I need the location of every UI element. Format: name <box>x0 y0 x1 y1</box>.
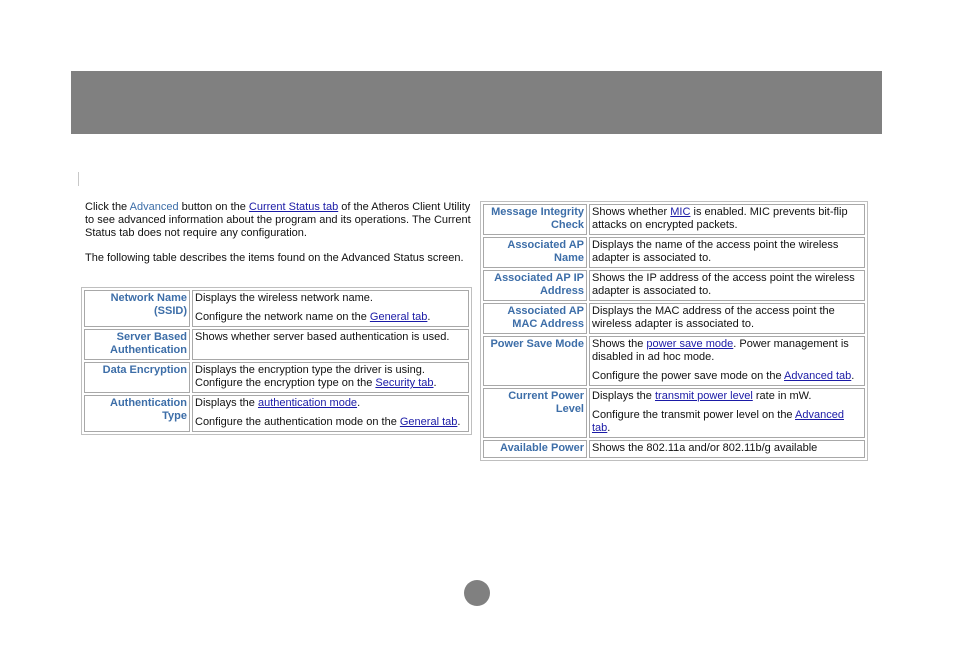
row-label: Current Power Level <box>483 388 587 438</box>
general-tab-link[interactable]: General tab <box>399 416 458 428</box>
transmit-power-level-link[interactable]: transmit power level <box>654 390 753 402</box>
table-row <box>483 204 865 235</box>
page-number-circle <box>464 580 490 606</box>
row-description: Shows the IP address of the access point the wireless adapter is associated to. <box>589 270 865 301</box>
row-label: Data Encryption <box>84 362 190 393</box>
table-row <box>84 290 469 327</box>
row-description: Displays the wireless network name. Configure the network name on the General tab. <box>192 290 469 327</box>
table-row <box>84 362 469 393</box>
table-row <box>483 303 865 334</box>
header-banner <box>71 71 882 134</box>
authentication-mode-link[interactable]: authentication mode <box>257 397 358 409</box>
row-label: Message Integrity Check <box>483 204 587 235</box>
row-label: Server Based Authentication <box>84 329 190 360</box>
table-row <box>483 336 865 386</box>
row-description: Shows the power save mode. Power management is disabled in ad hoc mode. Configure the power save mode on the Advanced tab. <box>589 336 865 386</box>
row-description: Shows the 802.11a and/or 802.11b/g available <box>589 440 865 458</box>
advanced-button-ref: Advanced <box>129 201 179 213</box>
current-status-tab-link[interactable]: Current Status tab <box>248 201 339 213</box>
intro-text <box>85 201 475 277</box>
row-description: Displays the name of the access point the wireless adapter is associated to. <box>589 237 865 268</box>
row-label: Associated AP MAC Address <box>483 303 587 334</box>
intro-paragraph-1: Click the Advanced button on the Current Status tab of the Atheros Client Utility to see advanced information about the program and its operations. The Current Status tab does not require any configuration. <box>85 201 471 239</box>
margin-mark <box>78 172 79 186</box>
security-tab-link[interactable]: Security tab <box>375 377 434 389</box>
advanced-tab-link[interactable]: Advanced tab <box>784 370 852 382</box>
row-description: Displays the MAC address of the access point the wireless adapter is associated to. <box>589 303 865 334</box>
advanced-status-table-left <box>81 287 472 435</box>
row-label: Associated AP IP Address <box>483 270 587 301</box>
table-row <box>84 329 469 360</box>
mic-link[interactable]: MIC <box>670 206 691 218</box>
row-label: Available Power <box>483 440 587 458</box>
row-description: Shows whether server based authentication is used. <box>192 329 469 360</box>
row-label: Power Save Mode <box>483 336 587 386</box>
general-tab-link[interactable]: General tab <box>369 311 428 323</box>
intro-paragraph-2: The following table describes the items found on the Advanced Status screen. <box>85 252 464 264</box>
table-row <box>483 237 865 268</box>
table-row <box>84 395 469 432</box>
power-save-mode-link[interactable]: power save mode <box>646 338 734 350</box>
row-description: Displays the authentication mode. Configure the authentication mode on the General tab. <box>192 395 469 432</box>
advanced-status-table-right <box>480 201 868 461</box>
advanced-tab-link[interactable]: Advanced tab <box>592 409 844 434</box>
table-row <box>483 388 865 438</box>
row-description: Displays the transmit power level rate in mW. Configure the transmit power level on the Advanced tab. <box>589 388 865 438</box>
row-label: Associated AP Name <box>483 237 587 268</box>
row-label: Authentication Type <box>84 395 190 432</box>
row-description: Shows whether MIC is enabled. MIC prevents bit-flip attacks on encrypted packets. <box>589 204 865 235</box>
table-row <box>483 270 865 301</box>
row-label: Network Name (SSID) <box>84 290 190 327</box>
row-description: Displays the encryption type the driver is using. Configure the encryption type on the Security tab. <box>192 362 469 393</box>
table-row <box>483 440 865 458</box>
